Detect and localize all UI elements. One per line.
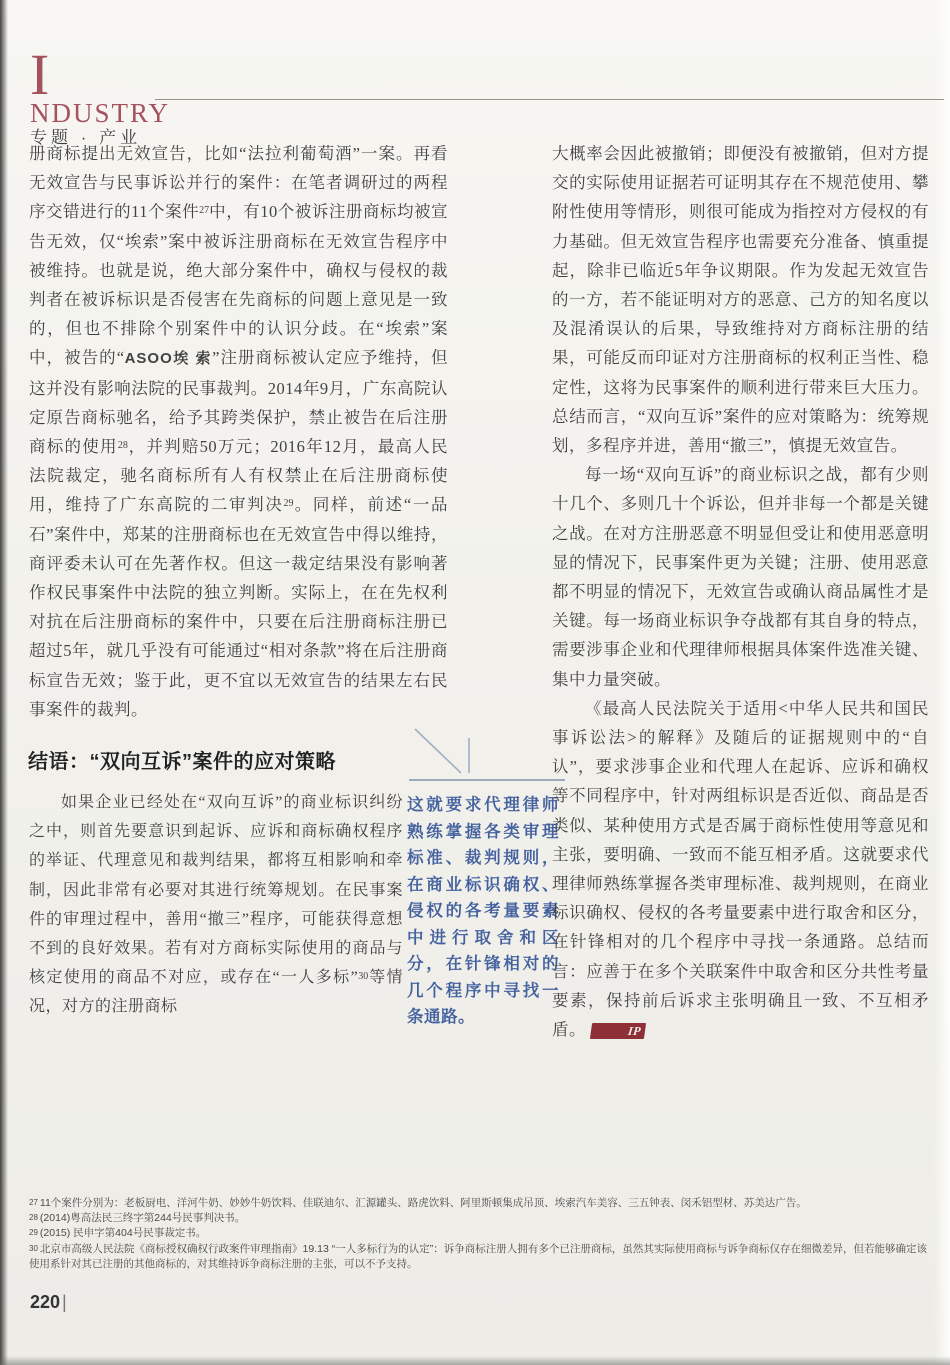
footnote-ref-30: 30 [358, 971, 369, 983]
footnote-29 [29, 1226, 927, 1241]
body-text-segment: 如果企业已经处在“双向互诉”的商业标识纠纷之中，则首先要意识到起诉、应诉和商标确权程序的举证、代理意见和裁判结果，都将互相影响和牵制，因此非常有必要对其进行统筹规划。在民事案件的审理过程中，善用“撤三”程序，可能获得意想不到的良好效果。若有对方商标实际使用的商品与核定使用的商品不对应，或存在“一人多标” [29, 794, 403, 987]
ip-end-mark-icon: IP [590, 1023, 646, 1039]
body-text-segment: 中，有10个被诉注册商标均被宣告无效，仅“埃索”案中被诉注册商标在无效宣告程序中被维持。也就是说，绝大部分案件中，确权与侵权的裁判者在被诉标识是否侵害在先商标的问题上意见是一致的，但也不排除个别案件中的认识分歧。在“埃索”案中，被告的“ [29, 202, 449, 368]
page-number-divider: | [62, 1292, 67, 1312]
footnote-ref-29: 29 [283, 498, 294, 510]
footnote-number: 28 [29, 1213, 38, 1223]
footnote-30 [29, 1242, 927, 1272]
conclusion-heading: 结语：“双向互诉”案件的应对策略 [28, 751, 336, 773]
page-number [30, 1292, 67, 1313]
scan-edge-left [0, 0, 10, 1365]
header-rule [155, 99, 944, 100]
footnote-number: 30 [29, 1243, 38, 1253]
down-right-arrow-icon [407, 726, 567, 784]
trademark-asoo-mark: ASOO埃 索 [124, 350, 213, 368]
footnote-text: (2015) 民申字第404号民事裁定书。 [39, 1227, 207, 1240]
body-text-segment: 等情况，对方的注册商标 [29, 969, 403, 1016]
pull-quote-block [407, 726, 559, 1031]
right-column-paragraph-3 [552, 694, 929, 1044]
masthead-drop-cap: I [30, 42, 50, 107]
body-text-segment: ，并判赔50万元；2016年12月，最高人民法院裁定，驰名商标所有人有权禁止在后注册商标使用，维持了广东高院的二审判决 [29, 437, 449, 515]
body-text-segment: 。同样，前述“一品石”案件中，郑某的注册商标也在无效宣告中得以维持，商评委未认可在先著作权。但这一裁定结果没有影响著作权民事案件中法院的独立判断。实际上，在在先权利对抗在后注册商标的案件中，只要在后注册商标注册已超过5年，就几乎没有可能通过“相对条款”将在后注册商标宣告无效；鉴于此，更不宜以无效宣告的结果左右民事案件的裁判。 [29, 495, 449, 719]
scan-edge-right [934, 0, 950, 1365]
masthead-subtitle: 专题 · 产业 [30, 128, 142, 147]
right-column-paragraph-2: 每一场“双向互诉”的商业标识之战，都有少则十几个、多则几十个诉讼，但并非每一个都是关键之战。在对方注册恶意不明显但受让和使用恶意明显的情况下，民事案件更为关键；注册、使用恶意都不明显的情况下，无效宣告或确认商品属性才是关键。每一场商业标识争夺战都有其自身的特点，需要涉事企业和代理律师根据具体案件选准关键、集中力量突破。 [552, 465, 929, 689]
page-number-value: 220 [30, 1292, 61, 1312]
footnote-ref-27: 27 [199, 205, 210, 217]
footnote-ref-28: 28 [117, 440, 128, 452]
pull-quote-text: 这就要求代理律师熟练掌握各类审理标准、裁判规则，在商业标识确权、侵权的各考量要素中进行取舍和区分，在针锋相对的几个程序中寻找一条通路。 [407, 796, 559, 1026]
right-column [552, 139, 929, 1044]
footnotes-block [29, 1196, 927, 1272]
footnote-number: 27 [29, 1198, 38, 1207]
masthead-title: NDUSTRY [30, 98, 171, 128]
body-text-segment: 《最高人民法院关于适用<中华人民共和国民事诉讼法>的解释》及随后的证据规则中的“自认”，要求涉事企业和代理人在起诉、应诉和确权等不同程序中，针对两组标识是否近似、商品是否类似、某种使用方式是否属于商标性使用等意见和主张，要明确、一致而不能互相矛盾。这就要求代理律师熟练掌握各类审理标准、裁判规则，在商业标识确权、侵权的各考量要素中进行取舍和区分，在针锋相对的几个程序中寻找一条通路。总结而言：应善于在多个关联案件中取舍和区分共性考量要素，保持前后诉求主张明确且一致、不互相矛盾。 [552, 698, 929, 1040]
scan-edge-bottom [0, 1356, 950, 1365]
section-masthead [30, 42, 171, 150]
body-text-segment: 册商标提出无效宣告，比如“法拉利葡萄酒”一案。再看无效宣告与民事诉讼并行的案件：在笔者调研过的两程序交错进行的11个案件 [29, 144, 448, 222]
footnote-text: 11个案件分别为：老板厨电、洋河牛奶、妙妙牛奶饮料、佳联迪尔、汇源罐头、路虎饮料、阿里斯顿集成吊顶、埃索汽车美容、三五钟表、闵禾铝型材、苏美达广告。 [39, 1197, 807, 1209]
right-column-paragraph-1: 大概率会因此被撤销；即便没有被撤销，但对方提交的实际使用证据若可证明其存在不规范使用、攀附性使用等情形，则很可能成为指控对方侵权的有力基础。但无效宣告程序也需要充分准备、慎重提起，除非已临近5年争议期限。作为发起无效宣告的一方，若不能证明对方的恶意、己方的知名度以及混淆误认的后果，导致维持对方商标注册的结果，可能反而印证对方注册商标的权利正当性、稳定性，这将为民事案件的顺利进行带来巨大压力。总结而言，“双向互诉”案件的应对策略为：统筹规划，多程序并进，善用“撤三”，慎提无效宣告。 [552, 144, 929, 456]
body-text-segment: ”注册商标被认定应予维持，但这并没有影响法院的民事裁判。2014年9月，广东高院认定原告商标驰名，给予其跨类保护，禁止被告在后注册商标的使用 [29, 348, 449, 457]
footnote-text: (2014)粤高法民三终字第244号民事判决书。 [39, 1212, 246, 1225]
footnote-28 [29, 1211, 927, 1226]
left-column-paragraph-1 [29, 139, 448, 724]
footnote-27 [29, 1196, 927, 1211]
left-column-paragraph-2 [29, 788, 403, 1022]
footnote-text: 北京市高级人民法院《商标授权确权行政案件审理指南》19.13 “一人多标行为的认定”：诉争商标注册人拥有多个已注册商标，虽然其实际使用商标与诉争商标仅存在细微差异，但若能够确定该使用系针对其已注册的其他商标的，对其维持诉争商标注册的主张，可以不予支持。 [29, 1242, 927, 1270]
footnote-number: 29 [29, 1228, 38, 1238]
